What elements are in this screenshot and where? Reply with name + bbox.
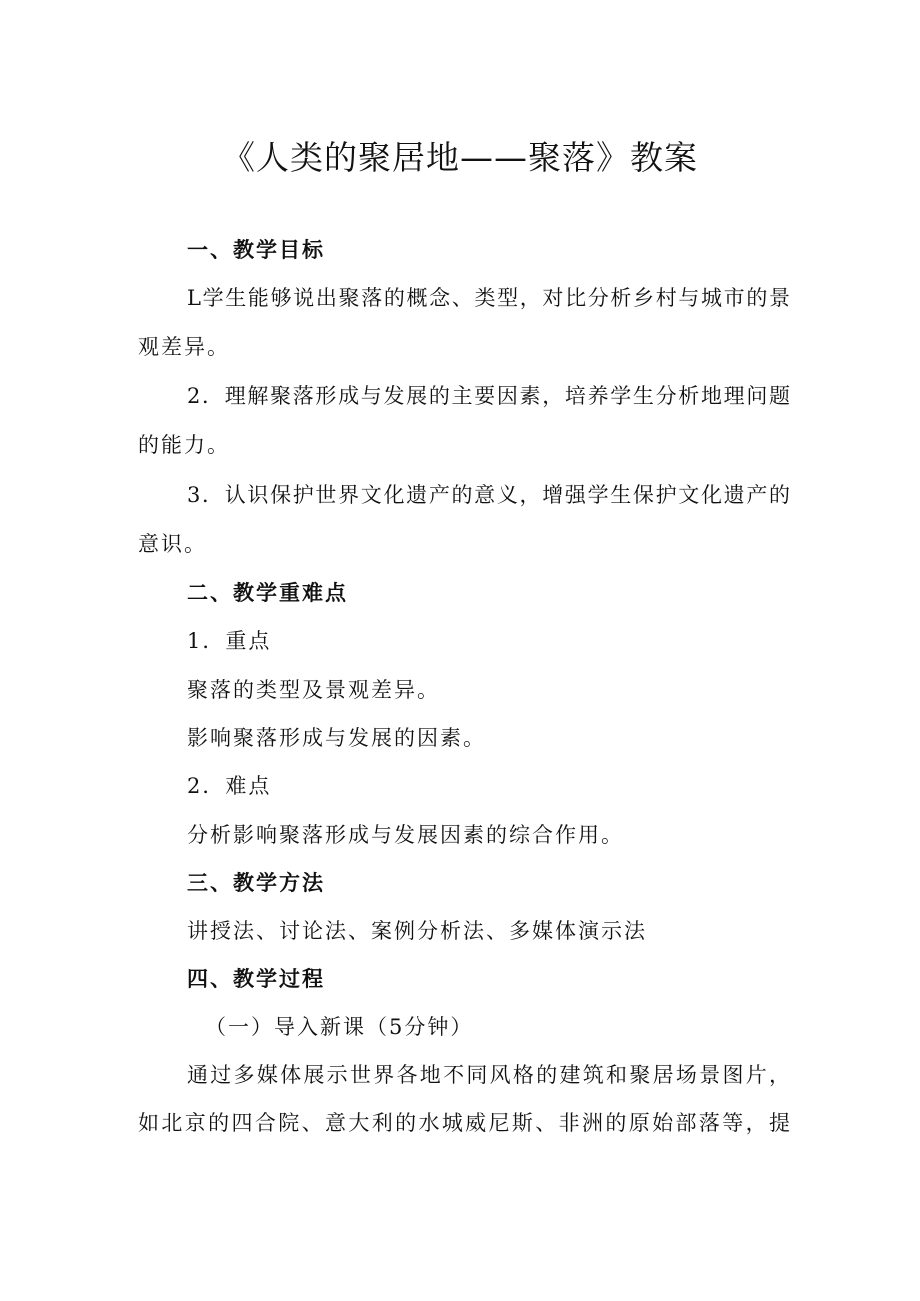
subheading-line: （一）导入新课（5分钟） [205, 1015, 474, 1039]
section-heading-objectives: 一、教学目标 [187, 238, 325, 262]
paragraph-line: 聚落的类型及景观差异。 [187, 678, 440, 702]
subheading-line: 2．难点 [187, 774, 272, 798]
paragraph-line: 如北京的四合院、意大利的水城威尼斯、非洲的原始部落等，提 [138, 1111, 790, 1135]
paragraph-line: 通过多媒体展示世界各地不同风格的建筑和聚居场景图片， [187, 1063, 790, 1087]
section-heading-key-points: 二、教学重难点 [187, 581, 348, 605]
section-heading-methods: 三、教学方法 [187, 871, 325, 895]
paragraph-line: 3．认识保护世界文化遗产的意义，增强学生保护文化遗产的 [187, 483, 790, 507]
paragraph-line: 意识。 [138, 532, 207, 556]
paragraph-line: L学生能够说出聚落的概念、类型，对比分析乡村与城市的景 [187, 286, 790, 310]
paragraph-line: 的能力。 [138, 433, 230, 457]
subheading-line: 1．重点 [187, 629, 272, 653]
paragraph-line: 观差异。 [138, 335, 230, 359]
section-heading-process: 四、教学过程 [187, 967, 325, 991]
paragraph-line: 影响聚落形成与发展的因素。 [187, 726, 486, 750]
paragraph-line: 讲授法、讨论法、案例分析法、多媒体演示法 [187, 919, 647, 943]
paragraph-line: 分析影响聚落形成与发展因素的综合作用。 [187, 823, 624, 847]
document-title: 《人类的聚居地——聚落》教案 [222, 138, 698, 177]
paragraph-line: 2．理解聚落形成与发展的主要因素，培养学生分析地理问题 [187, 384, 790, 408]
